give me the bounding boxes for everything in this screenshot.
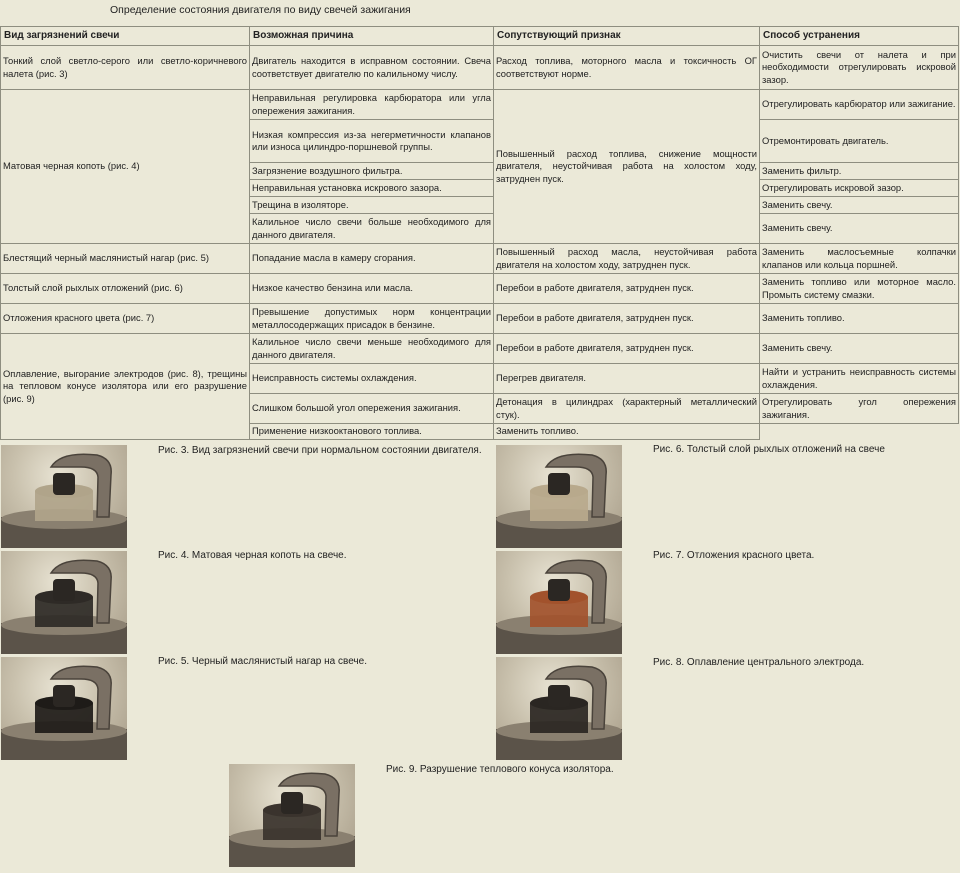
remedy-cell: Отрегулировать искровой зазор. xyxy=(760,180,959,197)
remedy-cell: Заменить фильтр. xyxy=(760,163,959,180)
header-deposit-type: Вид загрязнений свечи xyxy=(1,27,250,46)
spark-plug-oil-image xyxy=(1,657,127,760)
remedy-cell: Отремонтировать двигатель. xyxy=(760,120,959,163)
cause-cell: Неправильная установка искрового зазора. xyxy=(250,180,494,197)
remedy-cell: Отрегулировать угол опережения зажигания. xyxy=(760,394,959,424)
cause-cell: Калильное число свечи меньше необходимого для данного двигателя. xyxy=(250,334,494,364)
cause-cell: Двигатель находится в исправном состоянии. Свеча соответствует двигателю по калильному числу. xyxy=(250,46,494,90)
spark-plug-drawing xyxy=(1,551,127,654)
remedy-cell: Заменить топливо. xyxy=(760,304,959,334)
figure-caption: Рис. 8. Оплавление центрального электрода. xyxy=(653,657,865,668)
spark-plug-cracked-image xyxy=(229,764,355,867)
remedy-cell: Заменить свечу. xyxy=(760,197,959,214)
figure-caption: Рис. 6. Толстый слой рыхлых отложений на свече xyxy=(653,444,885,455)
remedy-cell: Найти и устранить неисправность системы охлаждения. xyxy=(760,364,959,394)
cause-cell: Применение низкооктанового топлива. xyxy=(250,424,494,440)
cause-cell: Загрязнение воздушного фильтра. xyxy=(250,163,494,180)
spark-plug-red-image xyxy=(496,551,622,654)
plug-center-electrode xyxy=(53,473,75,495)
table-row xyxy=(1,244,959,274)
plug-center-electrode xyxy=(548,473,570,495)
symptom-cell: Перегрев двигателя. xyxy=(494,364,760,394)
spark-plug-drawing xyxy=(496,445,622,548)
spark-plug-normal-image xyxy=(1,445,127,548)
plug-center-electrode xyxy=(53,685,75,707)
remedy-cell: Заменить топливо или моторное масло. Промыть систему смазки. xyxy=(760,274,959,304)
table-row xyxy=(1,274,959,304)
symptom-cell: Заменить топливо. xyxy=(494,424,760,440)
header-symptom: Сопутствующий признак xyxy=(494,27,760,46)
figure-caption: Рис. 9. Разрушение теплового конуса изолятора. xyxy=(386,764,614,775)
table-row xyxy=(1,334,959,364)
symptom-cell: Повышенный расход топлива, снижение мощности двигателя, неустойчивая работа на холостом ходу, затруднен пуск. xyxy=(494,90,760,244)
spark-plug-deposits-image xyxy=(496,445,622,548)
cause-cell: Неисправность системы охлаждения. xyxy=(250,364,494,394)
figure-caption: Рис. 5. Черный маслянистый нагар на свече. xyxy=(158,656,367,667)
symptom-cell: Детонация в цилиндрах (характерный металлический стук). xyxy=(494,394,760,424)
deposit-type-cell: Матовая черная копоть (рис. 4) xyxy=(1,90,250,244)
spark-plug-melted-image xyxy=(496,657,622,760)
symptom-cell: Перебои в работе двигателя, затруднен пуск. xyxy=(494,304,760,334)
spark-plug-drawing xyxy=(496,657,622,760)
symptom-cell: Расход топлива, моторного масла и токсичность ОГ соответствуют норме. xyxy=(494,46,760,90)
table-row xyxy=(1,46,959,90)
deposit-type-cell: Тонкий слой светло-серого или светло-коричневого налета (рис. 3) xyxy=(1,46,250,90)
figure-caption: Рис. 3. Вид загрязнений свечи при нормальном состоянии двигателя. xyxy=(158,445,482,456)
cause-cell: Попадание масла в камеру сгорания. xyxy=(250,244,494,274)
figure-caption: Рис. 7. Отложения красного цвета. xyxy=(653,550,815,561)
cause-cell: Низкая компрессия из-за негерметичности клапанов или износа цилиндро-поршневой группы. xyxy=(250,120,494,163)
plug-center-electrode xyxy=(53,579,75,601)
cause-cell: Превышение допустимых норм концентрации металлосодержащих присадок в бензине. xyxy=(250,304,494,334)
remedy-cell: Заменить свечу. xyxy=(760,214,959,244)
spark-plug-drawing xyxy=(1,445,127,548)
remedy-cell: Очистить свечи от налета и при необходимости отрегулировать искровой зазор. xyxy=(760,46,959,90)
cause-cell: Слишком большой угол опережения зажигания. xyxy=(250,394,494,424)
spark-plug-soot-image xyxy=(1,551,127,654)
deposit-type-cell: Отложения красного цвета (рис. 7) xyxy=(1,304,250,334)
deposit-type-cell: Блестящий черный маслянистый нагар (рис. 5) xyxy=(1,244,250,274)
deposit-type-cell: Оплавление, выгорание электродов (рис. 8), трещины на тепловом конусе изолятора или его разрушение (рис. 9) xyxy=(1,334,250,440)
spark-plug-drawing xyxy=(1,657,127,760)
plug-center-electrode xyxy=(281,792,303,814)
page-title: Определение состояния двигателя по виду свечей зажигания xyxy=(110,4,411,16)
plug-center-electrode xyxy=(548,685,570,707)
symptom-cell: Повышенный расход масла, неустойчивая работа двигателя на холостом ходу, затруднен пуск. xyxy=(494,244,760,274)
remedy-cell: Отрегулировать карбюратор или зажигание. xyxy=(760,90,959,120)
remedy-cell: Заменить свечу. xyxy=(760,334,959,364)
empty-cell xyxy=(760,424,959,440)
cause-cell: Низкое качество бензина или масла. xyxy=(250,274,494,304)
plug-center-electrode xyxy=(548,579,570,601)
table-row xyxy=(1,90,959,120)
header-remedy: Способ устранения xyxy=(760,27,959,46)
cause-cell: Калильное число свечи больше необходимого для данного двигателя. xyxy=(250,214,494,244)
figure-caption: Рис. 4. Матовая черная копоть на свече. xyxy=(158,550,347,561)
symptom-cell: Перебои в работе двигателя, затруднен пуск. xyxy=(494,334,760,364)
cause-cell: Неправильная регулировка карбюратора или угла опережения зажигания. xyxy=(250,90,494,120)
spark-plug-drawing xyxy=(229,764,355,867)
table-row xyxy=(1,304,959,334)
spark-plug-diagnosis-table xyxy=(0,26,959,440)
remedy-cell: Заменить маслосъемные колпачки клапанов или кольца поршней. xyxy=(760,244,959,274)
spark-plug-drawing xyxy=(496,551,622,654)
table-header-row xyxy=(1,27,959,46)
deposit-type-cell: Толстый слой рыхлых отложений (рис. 6) xyxy=(1,274,250,304)
header-possible-cause: Возможная причина xyxy=(250,27,494,46)
symptom-cell: Перебои в работе двигателя, затруднен пуск. xyxy=(494,274,760,304)
cause-cell: Трещина в изоляторе. xyxy=(250,197,494,214)
